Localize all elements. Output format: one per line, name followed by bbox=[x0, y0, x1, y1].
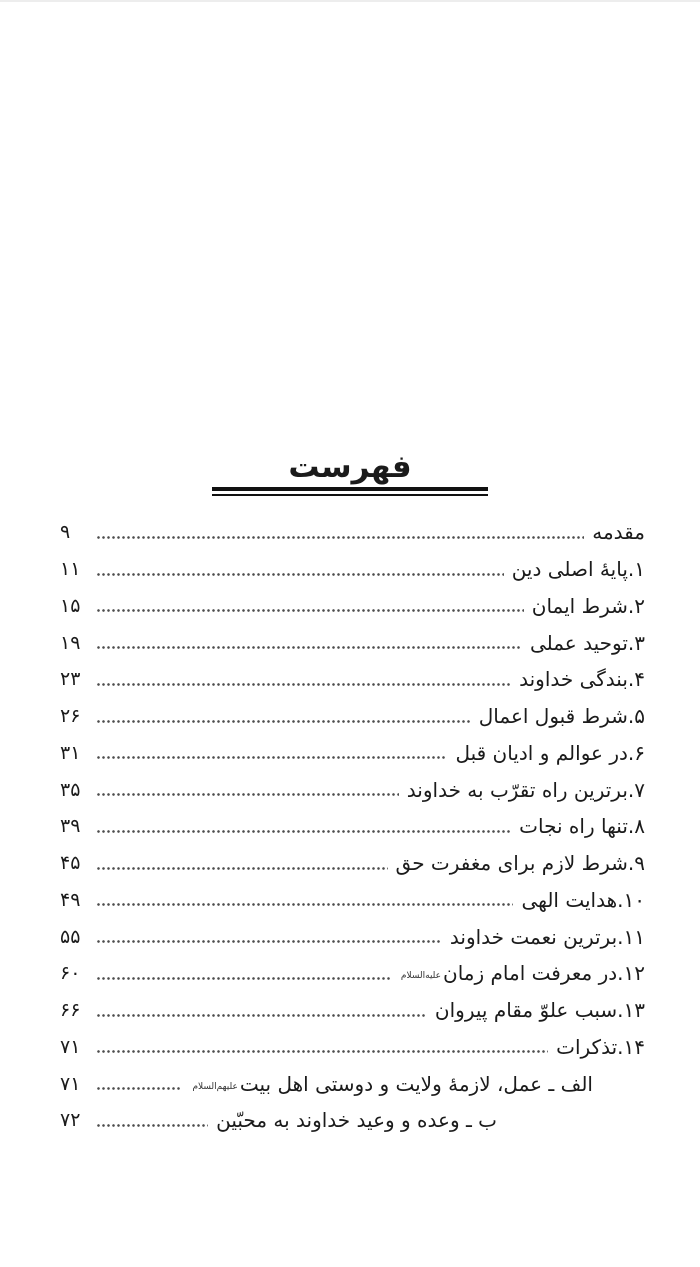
toc-page-number: ۱۵ bbox=[60, 594, 81, 617]
toc-page-number: ۳۵ bbox=[60, 778, 81, 801]
toc-row bbox=[60, 882, 645, 919]
dot-leader bbox=[96, 1087, 182, 1090]
toc-page-number: ۷۲ bbox=[60, 1109, 81, 1132]
toc-list bbox=[60, 514, 645, 1139]
toc-page-number: ۱۱ bbox=[60, 558, 81, 581]
dot-leader bbox=[96, 977, 391, 980]
toc-row bbox=[60, 992, 645, 1029]
toc-page-number: ۷۱ bbox=[60, 1035, 81, 1058]
toc-page-number: ۷۱ bbox=[60, 1072, 81, 1095]
toc-page-number: ۶۰ bbox=[60, 962, 81, 985]
honorific-mark: علیهم‌السلام bbox=[192, 1081, 238, 1092]
toc-row bbox=[60, 771, 645, 808]
toc-row bbox=[60, 1029, 645, 1066]
dot-leader bbox=[96, 1014, 427, 1017]
toc-entry-title: ب ـ وعده و وعید خداوند به محبّین bbox=[216, 1108, 497, 1133]
toc-entry-title: ۱۰.هدایت الهی bbox=[521, 887, 645, 912]
dot-leader bbox=[96, 830, 511, 833]
toc-entry-title: ۱۱.برترین نعمت خداوند bbox=[449, 924, 645, 949]
toc-page-number: ۳۱ bbox=[60, 741, 81, 764]
toc-row bbox=[60, 624, 645, 661]
title-rule-thin-line bbox=[212, 494, 488, 496]
dot-leader bbox=[96, 756, 447, 759]
dot-leader bbox=[96, 867, 388, 870]
toc-entry-title: ۲.شرط ایمان bbox=[531, 593, 645, 618]
toc-entry-title: ۸.تنها راه نجات bbox=[519, 814, 645, 839]
toc-row bbox=[60, 955, 645, 992]
toc-row bbox=[60, 551, 645, 588]
toc-page-number: ۶۶ bbox=[60, 999, 81, 1022]
toc-row bbox=[60, 808, 645, 845]
toc-row bbox=[60, 1102, 645, 1139]
dot-leader bbox=[96, 940, 442, 943]
toc-row bbox=[60, 1065, 645, 1102]
toc-entry-title: ۱۳.سبب علوّ مقام پیروان bbox=[434, 998, 645, 1023]
toc-row bbox=[60, 588, 645, 625]
toc-entry-title: ۱.پایهٔ اصلی دین bbox=[511, 557, 645, 582]
dot-leader bbox=[96, 573, 504, 576]
toc-entry-title: ۹.شرط لازم برای مغفرت حق bbox=[395, 851, 645, 876]
toc-page-number: ۱۹ bbox=[60, 631, 81, 654]
dot-leader bbox=[96, 609, 524, 612]
scan-edge bbox=[0, 0, 700, 2]
toc-entry-title: ۱۴.تذکرات bbox=[556, 1034, 645, 1059]
toc-entry-title: ۵.شرط قبول اعمال bbox=[478, 704, 645, 729]
toc-row bbox=[60, 735, 645, 772]
toc-entry-title: ۶.در عوالم و ادیان قبل bbox=[455, 740, 645, 765]
toc-entry-title: الف ـ عمل، لازمهٔ ولایت و دوستی اهل بیت bbox=[239, 1071, 593, 1096]
toc-page-number: ۴۵ bbox=[60, 852, 81, 875]
dot-leader bbox=[96, 536, 584, 539]
toc-entry-title: ۳.توحید عملی bbox=[529, 630, 645, 655]
title-rule-thick-line bbox=[212, 487, 488, 491]
toc-page-number: ۲۶ bbox=[60, 705, 81, 728]
dot-leader bbox=[96, 1124, 208, 1127]
dot-leader bbox=[96, 720, 471, 723]
toc-page-number: ۵۵ bbox=[60, 925, 81, 948]
toc-row bbox=[60, 514, 645, 551]
toc-row bbox=[60, 661, 645, 698]
toc-page-number: ۴۹ bbox=[60, 888, 81, 911]
title-rule bbox=[212, 487, 488, 496]
dot-leader bbox=[96, 793, 399, 796]
toc-entry-title: ۴.بندگی خداوند bbox=[519, 667, 645, 692]
toc-page-number: ۲۳ bbox=[60, 668, 81, 691]
toc-row bbox=[60, 845, 645, 882]
toc-row bbox=[60, 698, 645, 735]
toc-entry-title: مقدمه bbox=[592, 520, 645, 545]
toc-page-number: ۹ bbox=[60, 521, 71, 544]
toc-row bbox=[60, 918, 645, 955]
dot-leader bbox=[96, 683, 511, 686]
honorific-mark: علیه‌السلام bbox=[400, 971, 442, 982]
toc-page-number: ۳۹ bbox=[60, 815, 81, 838]
dot-leader bbox=[96, 1050, 548, 1053]
toc-entry-title: ۷.برترین راه تقرّب به خداوند bbox=[406, 777, 645, 802]
toc-entry-title: ۱۲.در معرفت امام زمان bbox=[443, 961, 645, 986]
dot-leader bbox=[96, 646, 522, 649]
dot-leader bbox=[96, 903, 513, 906]
page-title: فهرست bbox=[288, 448, 412, 485]
